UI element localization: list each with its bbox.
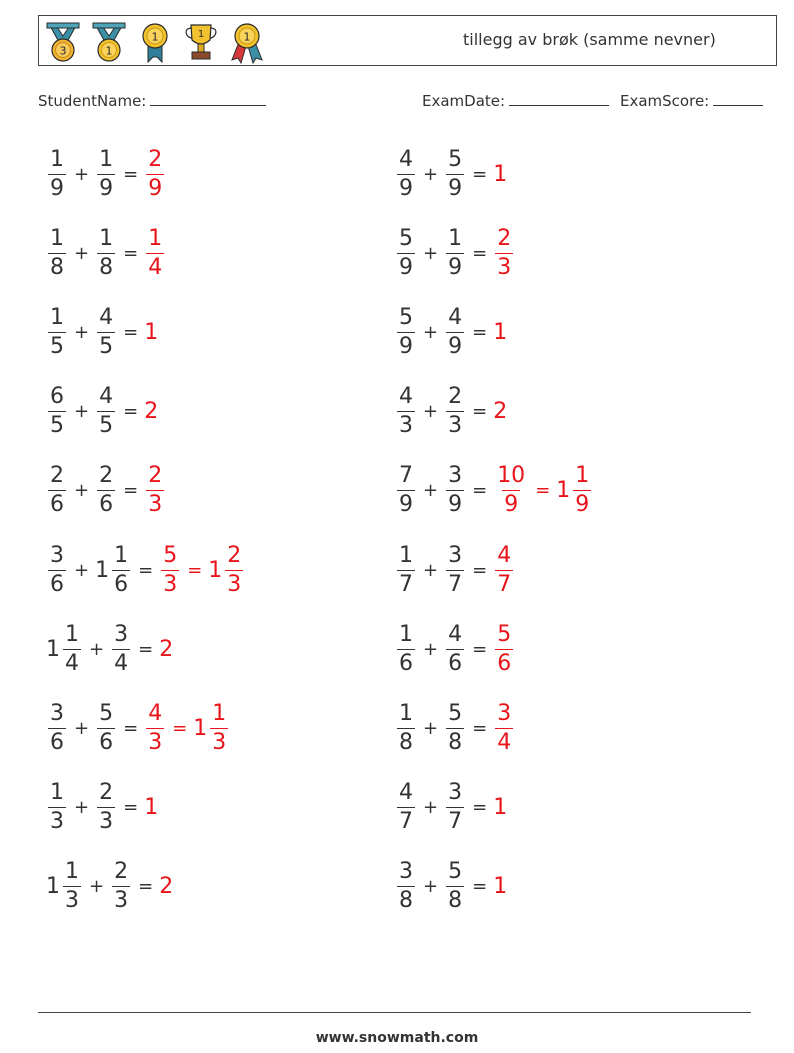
numerator: 5 bbox=[163, 542, 178, 568]
numerator: 4 bbox=[399, 384, 413, 410]
equals-sign: = bbox=[472, 876, 488, 898]
numerator: 1 bbox=[114, 542, 129, 568]
denominator: 3 bbox=[448, 413, 463, 439]
numerator: 5 bbox=[99, 700, 114, 726]
fraction bbox=[112, 861, 130, 912]
svg-text:1: 1 bbox=[197, 29, 205, 40]
plus-sign: + bbox=[423, 480, 439, 502]
equals-sign: = bbox=[472, 401, 488, 423]
fraction bbox=[48, 386, 66, 437]
plus-sign: + bbox=[74, 163, 90, 185]
numerator: 1 bbox=[399, 621, 413, 647]
answer bbox=[493, 162, 508, 187]
numerator: 6 bbox=[50, 384, 64, 410]
numerator: 1 bbox=[50, 780, 64, 806]
fraction bbox=[48, 146, 66, 201]
fraction bbox=[48, 700, 66, 755]
numerator: 1 bbox=[399, 700, 413, 726]
fraction bbox=[146, 700, 164, 755]
denominator: 9 bbox=[99, 175, 114, 201]
numerator: 4 bbox=[148, 700, 163, 726]
numerator: 3 bbox=[448, 780, 463, 806]
whole-number: 2 bbox=[493, 399, 508, 425]
fraction bbox=[446, 304, 464, 359]
student-name-blank[interactable] bbox=[150, 104, 266, 106]
exam-score-label: ExamScore: bbox=[620, 92, 710, 110]
problem-item bbox=[395, 302, 508, 362]
trophy-1-icon bbox=[181, 20, 221, 64]
numerator: 3 bbox=[448, 463, 463, 489]
worksheet-header bbox=[38, 15, 777, 66]
fraction bbox=[97, 146, 115, 201]
plus-sign: + bbox=[423, 797, 439, 819]
equals-sign: = bbox=[472, 163, 488, 185]
fraction bbox=[97, 782, 115, 833]
numerator: 2 bbox=[148, 463, 163, 489]
equals-sign: = bbox=[123, 480, 139, 502]
fraction bbox=[48, 304, 66, 359]
denominator: 3 bbox=[50, 809, 64, 835]
fraction bbox=[495, 225, 513, 280]
denominator: 7 bbox=[497, 571, 512, 597]
numerator: 4 bbox=[497, 542, 512, 568]
denominator: 3 bbox=[212, 729, 227, 755]
answer bbox=[144, 399, 159, 424]
denominator: 7 bbox=[399, 571, 413, 597]
answer bbox=[493, 874, 508, 899]
fraction bbox=[446, 621, 464, 676]
equals-sign: = bbox=[472, 480, 488, 502]
fraction bbox=[225, 542, 243, 597]
numerator: 2 bbox=[50, 463, 64, 489]
fraction bbox=[48, 782, 66, 833]
equals-sign: = bbox=[472, 242, 488, 264]
numerator: 5 bbox=[497, 621, 512, 647]
denominator: 9 bbox=[448, 492, 463, 518]
answer-equals-sign: = bbox=[172, 717, 188, 739]
problem-item bbox=[395, 857, 508, 917]
whole-number: 1 bbox=[46, 636, 60, 662]
numerator: 1 bbox=[99, 146, 114, 172]
equals-sign: = bbox=[123, 797, 139, 819]
footer-website: www.snowmath.com bbox=[315, 1030, 479, 1046]
plus-sign: + bbox=[89, 638, 105, 660]
denominator: 5 bbox=[99, 413, 114, 439]
answer bbox=[159, 874, 174, 899]
denominator: 4 bbox=[114, 650, 129, 676]
denominator: 3 bbox=[227, 571, 242, 597]
whole-number: 2 bbox=[159, 636, 174, 662]
fraction bbox=[446, 465, 464, 516]
problem-item bbox=[46, 223, 166, 283]
numerator: 5 bbox=[399, 225, 413, 251]
whole-number: 1 bbox=[208, 557, 223, 583]
denominator: 9 bbox=[399, 492, 413, 518]
answer bbox=[144, 320, 159, 345]
plus-sign: + bbox=[423, 559, 439, 581]
problem-item bbox=[46, 144, 166, 204]
answer bbox=[493, 700, 515, 755]
numerator: 4 bbox=[99, 384, 114, 410]
medal-row bbox=[43, 20, 267, 64]
fraction bbox=[446, 386, 464, 437]
answer-equals-sign: = bbox=[535, 480, 551, 502]
denominator: 3 bbox=[99, 809, 114, 835]
answer bbox=[144, 146, 166, 201]
numerator: 2 bbox=[227, 542, 242, 568]
denominator: 9 bbox=[148, 175, 163, 201]
problem-item bbox=[46, 382, 159, 442]
whole-number: 1 bbox=[493, 795, 508, 821]
denominator: 3 bbox=[399, 413, 413, 439]
answer bbox=[493, 795, 508, 820]
denominator: 5 bbox=[99, 333, 114, 359]
plus-sign: + bbox=[74, 480, 90, 502]
worksheet-title: tillegg av brøk (samme nevner) bbox=[463, 30, 716, 49]
fraction bbox=[146, 465, 164, 516]
denominator: 6 bbox=[497, 650, 512, 676]
plus-sign: + bbox=[74, 401, 90, 423]
fraction bbox=[397, 861, 415, 912]
answer bbox=[144, 225, 166, 280]
equals-sign: = bbox=[123, 717, 139, 739]
problem-item bbox=[395, 144, 508, 204]
whole-number: 1 bbox=[493, 319, 508, 345]
answer bbox=[193, 700, 230, 755]
plus-sign: + bbox=[74, 559, 90, 581]
fraction bbox=[63, 861, 81, 912]
numerator: 4 bbox=[448, 621, 463, 647]
equals-sign: = bbox=[472, 638, 488, 660]
numerator: 5 bbox=[448, 146, 463, 172]
denominator: 6 bbox=[114, 571, 129, 597]
problem-item bbox=[395, 619, 515, 679]
rosette-1-icon bbox=[227, 20, 267, 64]
denominator: 3 bbox=[114, 888, 129, 914]
denominator: 9 bbox=[448, 175, 463, 201]
plus-sign: + bbox=[423, 717, 439, 739]
fraction bbox=[495, 542, 513, 597]
fraction bbox=[495, 621, 513, 676]
fraction bbox=[446, 861, 464, 912]
numerator: 3 bbox=[114, 621, 129, 647]
problem-item bbox=[395, 778, 508, 838]
equals-sign: = bbox=[472, 321, 488, 343]
numerator: 4 bbox=[399, 146, 413, 172]
plus-sign: + bbox=[423, 401, 439, 423]
equals-sign: = bbox=[138, 638, 154, 660]
numerator: 1 bbox=[148, 225, 163, 251]
plus-sign: + bbox=[74, 321, 90, 343]
denominator: 6 bbox=[50, 571, 64, 597]
fraction bbox=[397, 225, 415, 280]
numerator: 4 bbox=[399, 780, 413, 806]
whole-number: 1 bbox=[493, 161, 508, 187]
fraction bbox=[63, 621, 81, 676]
ribbon-1-icon bbox=[135, 20, 175, 64]
problem-item bbox=[395, 461, 593, 521]
whole-number: 1 bbox=[46, 874, 60, 900]
student-name-field bbox=[38, 92, 266, 110]
equals-sign: = bbox=[138, 876, 154, 898]
denominator: 6 bbox=[99, 492, 114, 518]
numerator: 5 bbox=[448, 859, 463, 885]
fraction bbox=[97, 386, 115, 437]
numerator: 1 bbox=[448, 225, 463, 251]
denominator: 7 bbox=[399, 809, 413, 835]
numerator: 1 bbox=[99, 225, 114, 251]
numerator: 3 bbox=[50, 700, 64, 726]
whole-number: 1 bbox=[95, 557, 110, 583]
numerator: 4 bbox=[448, 304, 463, 330]
problem-item bbox=[46, 461, 166, 521]
answer-equals-sign: = bbox=[187, 559, 203, 581]
denominator: 9 bbox=[399, 333, 413, 359]
numerator: 10 bbox=[497, 463, 526, 489]
problem-item bbox=[46, 619, 174, 679]
denominator: 3 bbox=[65, 888, 79, 914]
denominator: 9 bbox=[575, 492, 590, 518]
fraction bbox=[161, 542, 179, 597]
numerator: 2 bbox=[99, 463, 114, 489]
problem-item bbox=[46, 778, 159, 838]
denominator: 9 bbox=[504, 492, 519, 518]
numerator: 5 bbox=[399, 304, 413, 330]
answer bbox=[493, 542, 515, 597]
denominator: 8 bbox=[50, 254, 64, 280]
answer bbox=[493, 225, 515, 280]
plus-sign: + bbox=[74, 797, 90, 819]
exam-date-blank[interactable] bbox=[509, 104, 609, 106]
denominator: 5 bbox=[50, 413, 64, 439]
numerator: 1 bbox=[212, 700, 227, 726]
equals-sign: = bbox=[123, 401, 139, 423]
plus-sign: + bbox=[74, 242, 90, 264]
numerator: 1 bbox=[50, 146, 64, 172]
fraction bbox=[446, 225, 464, 280]
whole-number: 1 bbox=[144, 795, 159, 821]
fraction bbox=[97, 465, 115, 516]
denominator: 3 bbox=[497, 254, 512, 280]
answer bbox=[159, 637, 174, 662]
answer bbox=[493, 399, 508, 424]
denominator: 6 bbox=[99, 729, 114, 755]
numerator: 1 bbox=[65, 859, 79, 885]
denominator: 8 bbox=[399, 888, 413, 914]
whole-number: 1 bbox=[556, 478, 571, 504]
denominator: 6 bbox=[50, 492, 64, 518]
denominator: 9 bbox=[448, 333, 463, 359]
whole-number: 1 bbox=[193, 715, 208, 741]
fraction bbox=[573, 465, 591, 516]
numerator: 5 bbox=[448, 700, 463, 726]
numerator: 2 bbox=[497, 225, 512, 251]
numerator: 2 bbox=[114, 859, 129, 885]
fraction bbox=[48, 465, 66, 516]
answer bbox=[208, 542, 245, 597]
whole-number: 1 bbox=[493, 874, 508, 900]
answer bbox=[493, 465, 529, 516]
fraction bbox=[146, 225, 164, 280]
denominator: 7 bbox=[448, 809, 463, 835]
denominator: 3 bbox=[163, 571, 178, 597]
plus-sign: + bbox=[423, 876, 439, 898]
whole-number: 2 bbox=[159, 874, 174, 900]
numerator: 7 bbox=[399, 463, 413, 489]
plus-sign: + bbox=[423, 163, 439, 185]
problem-item bbox=[46, 540, 245, 600]
svg-text:1: 1 bbox=[151, 30, 159, 44]
whole-number: 1 bbox=[144, 319, 159, 345]
denominator: 9 bbox=[399, 254, 413, 280]
answer bbox=[144, 465, 166, 516]
denominator: 4 bbox=[65, 650, 79, 676]
problem-item bbox=[395, 382, 508, 442]
whole-number: 2 bbox=[144, 399, 159, 425]
fraction bbox=[495, 465, 527, 516]
problem-item bbox=[395, 540, 515, 600]
equals-sign: = bbox=[123, 163, 139, 185]
equals-sign: = bbox=[123, 321, 139, 343]
fraction bbox=[210, 700, 228, 755]
denominator: 4 bbox=[148, 254, 163, 280]
footer-divider bbox=[38, 1012, 751, 1013]
denominator: 9 bbox=[50, 175, 64, 201]
svg-text:1: 1 bbox=[105, 44, 113, 58]
denominator: 6 bbox=[448, 650, 463, 676]
plus-sign: + bbox=[74, 717, 90, 739]
equals-sign: = bbox=[472, 797, 488, 819]
denominator: 7 bbox=[448, 571, 463, 597]
numerator: 1 bbox=[65, 621, 79, 647]
denominator: 3 bbox=[148, 492, 163, 518]
denominator: 8 bbox=[99, 254, 114, 280]
fraction bbox=[397, 465, 415, 516]
plus-sign: + bbox=[423, 321, 439, 343]
numerator: 4 bbox=[99, 304, 114, 330]
plus-sign: + bbox=[89, 876, 105, 898]
numerator: 3 bbox=[50, 542, 64, 568]
problem-item bbox=[395, 223, 515, 283]
exam-date-label: ExamDate: bbox=[422, 92, 506, 110]
numerator: 1 bbox=[575, 463, 590, 489]
fraction bbox=[97, 700, 115, 755]
numerator: 3 bbox=[497, 700, 512, 726]
problem-item bbox=[46, 302, 159, 362]
answer bbox=[493, 621, 515, 676]
exam-date-field bbox=[422, 92, 609, 110]
fraction bbox=[146, 146, 164, 201]
fraction bbox=[97, 225, 115, 280]
fraction bbox=[97, 304, 115, 359]
denominator: 5 bbox=[50, 333, 64, 359]
fraction bbox=[112, 621, 130, 676]
fraction bbox=[112, 542, 130, 597]
denominator: 4 bbox=[497, 729, 512, 755]
problem-item bbox=[46, 698, 230, 758]
numerator: 1 bbox=[50, 225, 64, 251]
denominator: 6 bbox=[50, 729, 64, 755]
answer bbox=[144, 795, 159, 820]
equals-sign: = bbox=[138, 559, 154, 581]
fraction bbox=[446, 700, 464, 755]
numerator: 1 bbox=[50, 304, 64, 330]
equals-sign: = bbox=[472, 717, 488, 739]
plus-sign: + bbox=[423, 242, 439, 264]
fraction bbox=[397, 542, 415, 597]
denominator: 3 bbox=[148, 729, 163, 755]
exam-score-blank[interactable] bbox=[713, 104, 763, 106]
equals-sign: = bbox=[123, 242, 139, 264]
answer bbox=[159, 542, 181, 597]
fraction bbox=[397, 621, 415, 676]
fraction bbox=[48, 225, 66, 280]
exam-score-field bbox=[620, 92, 763, 110]
problem-item bbox=[46, 857, 174, 917]
equals-sign: = bbox=[472, 559, 488, 581]
denominator: 8 bbox=[448, 888, 463, 914]
numerator: 3 bbox=[399, 859, 413, 885]
fraction bbox=[397, 782, 415, 833]
numerator: 2 bbox=[148, 146, 163, 172]
medal-1-icon bbox=[89, 20, 129, 64]
fraction bbox=[446, 542, 464, 597]
denominator: 6 bbox=[399, 650, 413, 676]
fraction bbox=[48, 542, 66, 597]
svg-text:3: 3 bbox=[59, 44, 67, 58]
fraction bbox=[397, 146, 415, 201]
plus-sign: + bbox=[423, 638, 439, 660]
answer bbox=[556, 465, 593, 516]
medal-3-icon bbox=[43, 20, 83, 64]
numerator: 3 bbox=[448, 542, 463, 568]
fraction bbox=[397, 700, 415, 755]
numerator: 1 bbox=[399, 542, 413, 568]
numerator: 2 bbox=[448, 384, 463, 410]
denominator: 8 bbox=[448, 729, 463, 755]
answer bbox=[493, 320, 508, 345]
answer bbox=[144, 700, 166, 755]
fraction bbox=[397, 304, 415, 359]
fraction bbox=[397, 386, 415, 437]
fraction bbox=[495, 700, 513, 755]
svg-text:1: 1 bbox=[243, 30, 251, 44]
denominator: 8 bbox=[399, 729, 413, 755]
numerator: 2 bbox=[99, 780, 114, 806]
problem-item bbox=[395, 698, 515, 758]
fraction bbox=[446, 782, 464, 833]
student-name-label: StudentName: bbox=[38, 92, 147, 110]
denominator: 9 bbox=[448, 254, 463, 280]
denominator: 9 bbox=[399, 175, 413, 201]
fraction bbox=[446, 146, 464, 201]
